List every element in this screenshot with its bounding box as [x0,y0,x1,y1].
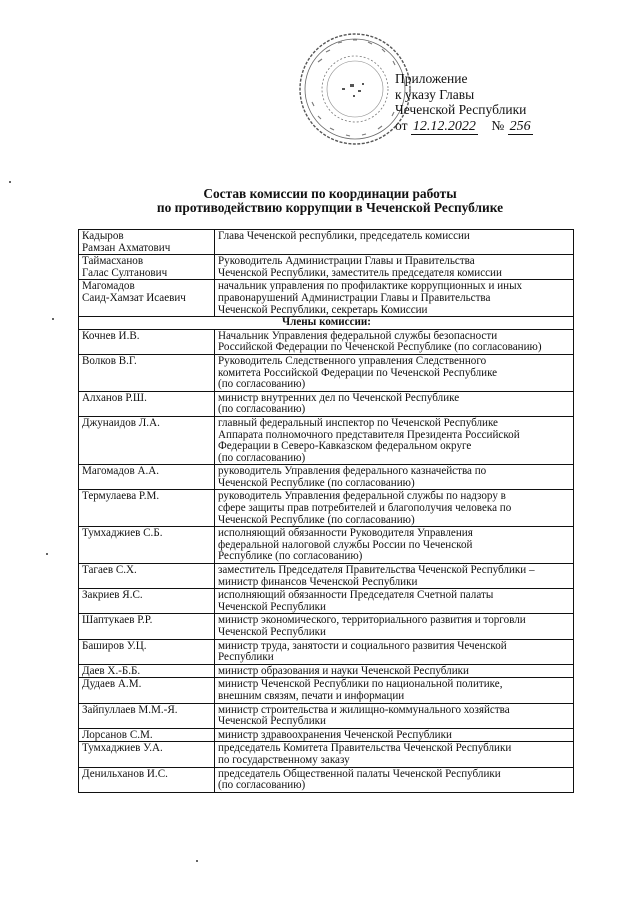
roster-body [79,230,574,793]
table-row [79,391,574,416]
member-role-cell: министр образования и науки Чеченской Республики [215,664,574,678]
scan-speck [52,318,54,320]
member-name-cell: Денильханов И.С. [79,767,215,792]
date-prefix: от [395,117,408,133]
annex-header [395,71,533,134]
decree-number: 256 [509,118,531,134]
member-role-cell: Глава Чеченской республики, председатель комиссии [215,230,574,255]
member-name-cell: Дудаев А.М. [79,678,215,703]
number-prefix: № [491,117,505,133]
member-role-cell: начальник управления по профилактике коррупционных и иных правонарушений Администрации Главы и Правительства Чеченской Республики, секретарь Комиссии [215,280,574,317]
member-role-cell: Руководитель Администрации Главы и Правительства Чеченской Республики, заместитель председателя комиссии [215,255,574,280]
member-role-cell: Руководитель Следственного управления Следственного комитета Российской Федерации по Чеченской Республике (по согласованию) [215,354,574,391]
member-name-cell: Шаптукаев Р.Р. [79,614,215,639]
member-name-cell: Магомадов Саид-Хамзат Исаевич [79,280,215,317]
member-role-cell: председатель Общественной палаты Чеченской Республики (по согласованию) [215,767,574,792]
member-role-cell: министр Чеченской Республики по национальной политике, внешним связям, печати и информации [215,678,574,703]
member-name-cell: Зайпуллаев М.М.-Я. [79,703,215,728]
members-section-header: Члены комиссии: [79,317,574,330]
member-role-cell: исполняющий обязанности Руководителя Управления федеральной налоговой службы России по Чеченской Республике (по согласованию) [215,527,574,564]
table-row [79,465,574,490]
member-name-cell: Волков В.Г. [79,354,215,391]
member-name-cell: Баширов У.Ц. [79,639,215,664]
section-header-row [79,317,574,330]
document-title [80,187,580,215]
member-role-cell: руководитель Управления федеральной службы по надзору в сфере защиты прав потребителей и благополучия человека по Чеченской Республике (по согласованию) [215,490,574,527]
member-role-cell: руководитель Управления федерального казначейства по Чеченской Республике (по согласованию) [215,465,574,490]
table-row [79,639,574,664]
decree-date: 12.12.2022 [412,118,476,134]
table-row [79,255,574,280]
member-role-cell: министр здравоохранения Чеченской Республики [215,728,574,742]
title-line-2: по противодействию коррупции в Чеченской Республике [156,200,504,215]
member-role-cell: председатель Комитета Правительства Чеченской Республики по государственному заказу [215,742,574,767]
commission-roster-table [78,229,574,793]
annex-date-number-line [395,118,533,135]
member-role-cell: исполняющий обязанности Председателя Счетной палаты Чеченской Республики [215,589,574,614]
scan-speck [46,553,48,555]
annex-title: Приложение [395,71,468,86]
title-line-1: Состав комиссии по координации работы [203,186,457,201]
member-name-cell: Лорсанов С.М. [79,728,215,742]
table-row [79,230,574,255]
table-row [79,589,574,614]
annex-decree-ref: к указу Главы [395,86,475,102]
member-name-cell: Таймасханов Галас Султанович [79,255,215,280]
table-row [79,329,574,354]
annex-issuer: Чеченской Республики [395,102,527,117]
table-row [79,703,574,728]
table-row [79,416,574,464]
member-role-cell: министр строительства и жилищно-коммунального хозяйства Чеченской Республики [215,703,574,728]
table-row [79,280,574,317]
member-name-cell: Термулаева Р.М. [79,490,215,527]
member-name-cell: Тумхаджиев С.Б. [79,527,215,564]
member-name-cell: Магомадов А.А. [79,465,215,490]
table-row [79,678,574,703]
member-name-cell: Кочнев И.В. [79,329,215,354]
member-role-cell: Начальник Управления федеральной службы безопасности Российской Федерации по Чеченской Республике (по согласованию) [215,329,574,354]
member-role-cell: заместитель Председателя Правительства Чеченской Республики – министр финансов Чеченской Республики [215,564,574,589]
scan-speck [9,181,11,183]
member-name-cell: Кадыров Рамзан Ахматович [79,230,215,255]
table-row [79,490,574,527]
table-row [79,354,574,391]
table-row [79,664,574,678]
member-role-cell: министр труда, занятости и социального развития Чеченской Республики [215,639,574,664]
member-name-cell: Тумхаджиев У.А. [79,742,215,767]
member-name-cell: Даев Х.-Б.Б. [79,664,215,678]
member-name-cell: Закриев Я.С. [79,589,215,614]
table-row [79,614,574,639]
member-name-cell: Алханов Р.Ш. [79,391,215,416]
member-name-cell: Джунаидов Л.А. [79,416,215,464]
table-row [79,742,574,767]
member-name-cell: Тагаев С.Х. [79,564,215,589]
member-role-cell: министр экономического, территориального развития и торговли Чеченской Республики [215,614,574,639]
member-role-cell: министр внутренних дел по Чеченской Республике (по согласованию) [215,391,574,416]
table-row [79,767,574,792]
table-row [79,527,574,564]
member-role-cell: главный федеральный инспектор по Чеченской Республике Аппарата полномочного представителя Президента Российской Федерации в Северо-Кавказском федеральном округе (по согласованию) [215,416,574,464]
scan-speck [196,860,198,862]
table-row [79,564,574,589]
table-row [79,728,574,742]
